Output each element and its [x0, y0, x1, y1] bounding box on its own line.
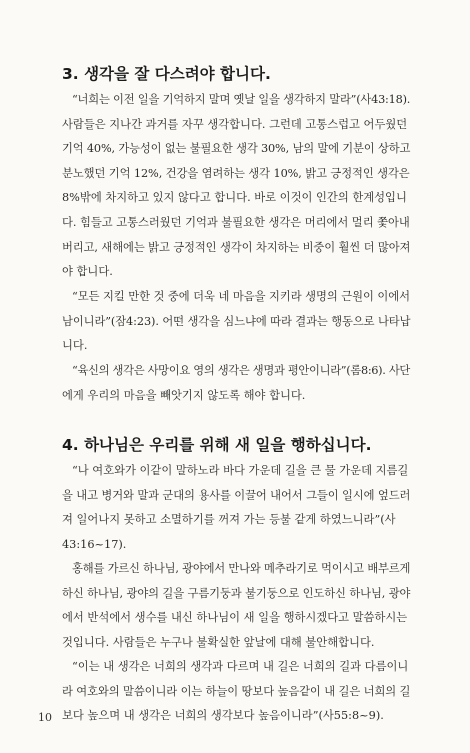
text-line: 사람들은 지나간 과거를 자꾸 생각합니다. 그런데 고통스럽고 어두웠던 [62, 117, 408, 131]
text-line: 을 내고 병거와 말과 군대의 용사를 이끌어 내어서 그들이 일시에 엎드러 [62, 488, 411, 502]
text-line: 분노했던 기억 12%, 건강을 염려하는 생각 10%, 밝고 긍정적인 생각은 [62, 166, 410, 180]
text-line: 것입니다. 사람들은 누구나 불확실한 앞날에 대해 불안해합니다. [62, 635, 375, 649]
text-line: 에게 우리의 마음을 빼앗기지 않도록 해야 합니다. [62, 388, 306, 402]
text-line: 야 합니다. [62, 265, 113, 279]
text-line: 기억 40%, 가능성이 없는 불필요한 생각 30%, 남의 말에 기분이 상하고 [62, 142, 411, 156]
text-line: 하신 하나님, 광야의 길을 구름기둥과 불기둥으로 인도하신 하나님, 광야 [62, 586, 411, 600]
text-line: 에서 반석에서 생수를 내신 하나님이 새 일을 행하시겠다고 말씀하시는 [62, 611, 408, 625]
section-3-heading: 3. 생각을 잘 다스려야 합니다. [62, 65, 271, 83]
text-line: “모든 지킬 만한 것 중에 더욱 네 마음을 지키라 생명의 근원이 이에서 [72, 290, 410, 303]
text-line: 8%밖에 차지하고 있지 않다고 합니다. 바로 이것이 인간의 한계성입니 [62, 191, 407, 205]
section-4-paragraph-3 [62, 655, 410, 729]
text-line: 43:16~17). [62, 537, 127, 551]
page-number: 10 [38, 711, 52, 724]
text-line: 져 일어나지 못하고 소멸하기를 꺼져 가는 등불 같게 하였느니라”(사 [62, 513, 396, 527]
text-line: “나 여호와가 이같이 말하노라 바다 가운데 길을 큰 물 가운데 지름길 [72, 464, 409, 477]
text-line: 홍해를 가르신 하나님, 광야에서 만나와 메추라기로 먹이시고 배부르게 [72, 562, 411, 575]
text-line: 라 여호와의 말씀이니라 이는 하늘이 땅보다 높음같이 내 길은 너희의 길 [62, 684, 411, 698]
section-4-heading: 4. 하나님은 우리를 위해 새 일을 행하십니다. [62, 436, 372, 454]
text-line: 버리고, 새해에는 밝고 긍정적인 생각이 차지하는 비중이 훨씬 더 많아져 [62, 240, 411, 254]
section-3-paragraph-1 [62, 88, 410, 285]
section-4-paragraph-2 [62, 557, 410, 655]
text-line: 니다. [62, 339, 88, 353]
text-line: “육신의 생각은 사망이요 영의 생각은 생명과 평안이니라”(롬8:6). 사단 [72, 364, 411, 377]
text-line: 보다 높으며 내 생각은 너희의 생각보다 높음이니라”(사55:8~9). [62, 709, 384, 723]
text-line: “이는 내 생각은 너희의 생각과 다르며 내 길은 너희의 길과 다름이니 [72, 660, 409, 673]
text-line: 다. 힘들고 고통스러웠던 기억과 불필요한 생각은 머리에서 멀리 쫓아내 [62, 215, 410, 229]
section-3-paragraph-3 [62, 359, 410, 408]
section-4-paragraph-1 [62, 459, 410, 557]
text-line: 남이니라”(잠4:23). 어떤 생각을 심느냐에 따라 결과는 행동으로 나타납 [62, 314, 411, 328]
text-line: “너희는 이전 일을 기억하지 말며 옛날 일을 생각하지 말라”(사43:18). [72, 93, 411, 106]
section-3-paragraph-2 [62, 285, 410, 359]
